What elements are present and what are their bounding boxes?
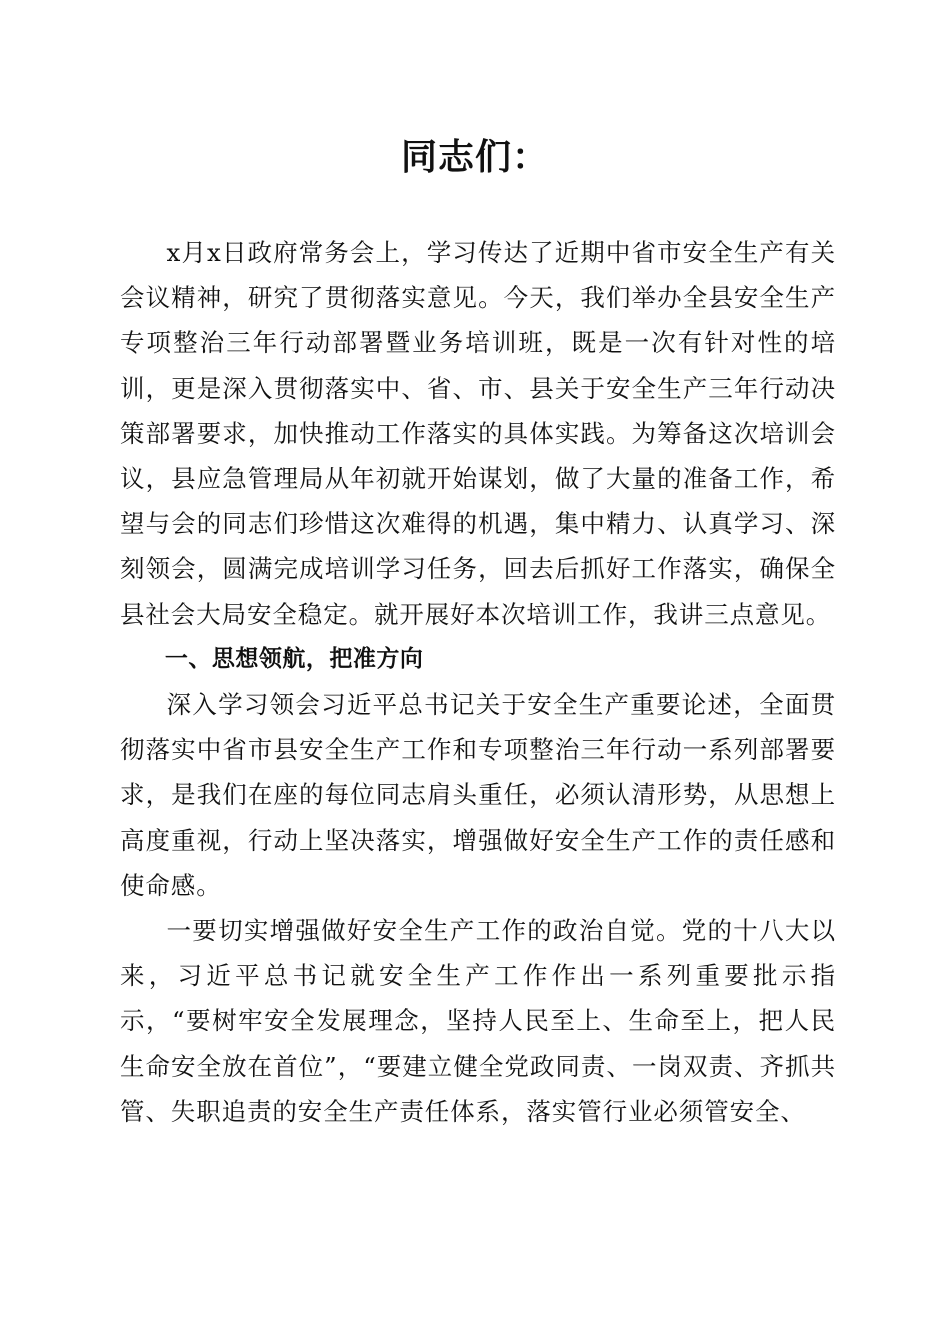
document-body xyxy=(120,230,836,1134)
section-1-paragraph-2: 一要切实增强做好安全生产工作的政治自觉。党的十八大以来，习近平总书记就安全生产工作作出一系列重要批示指示，“要树牢安全发展理念，坚持人民至上、生命至上，把人民生命安全放在首位”，“要建立健全党政同责、一岗双责、齐抓共管、失职追责的安全生产责任体系，落实管行业必须管安全、 xyxy=(120,916,836,1126)
section-heading-1: 一、思想领航，把准方向 xyxy=(164,645,424,672)
intro-paragraph: x月x日政府常务会上，学习传达了近期中省市安全生产有关会议精神，研究了贯彻落实意见。今天，我们举办全县安全生产专项整治三年行动部署暨业务培训班，既是一次有针对性的培训，更是深入贯彻落实中、省、市、县关于安全生产三年行动决策部署要求，加快推动工作落实的具体实践。为筹备这次培训会议，县应急管理局从年初就开始谋划，做了大量的准备工作，希望与会的同志们珍惜这次难得的机遇，集中精力、认真学习、深刻领会，圆满完成培训学习任务，回去后抓好工作落实，确保全县社会大局安全稳定。就开展好本次培训工作，我讲三点意见。 xyxy=(120,238,836,629)
document-title: 同志们： xyxy=(400,137,549,178)
section-1-paragraph-1: 深入学习领会习近平总书记关于安全生产重要论述，全面贯彻落实中省市县安全生产工作和专项整治三年行动一系列部署要求，是我们在座的每位同志肩头重任，必须认清形势，从思想上高度重视，行动上坚决落实，增强做好安全生产工作的责任感和使命感。 xyxy=(120,690,836,900)
